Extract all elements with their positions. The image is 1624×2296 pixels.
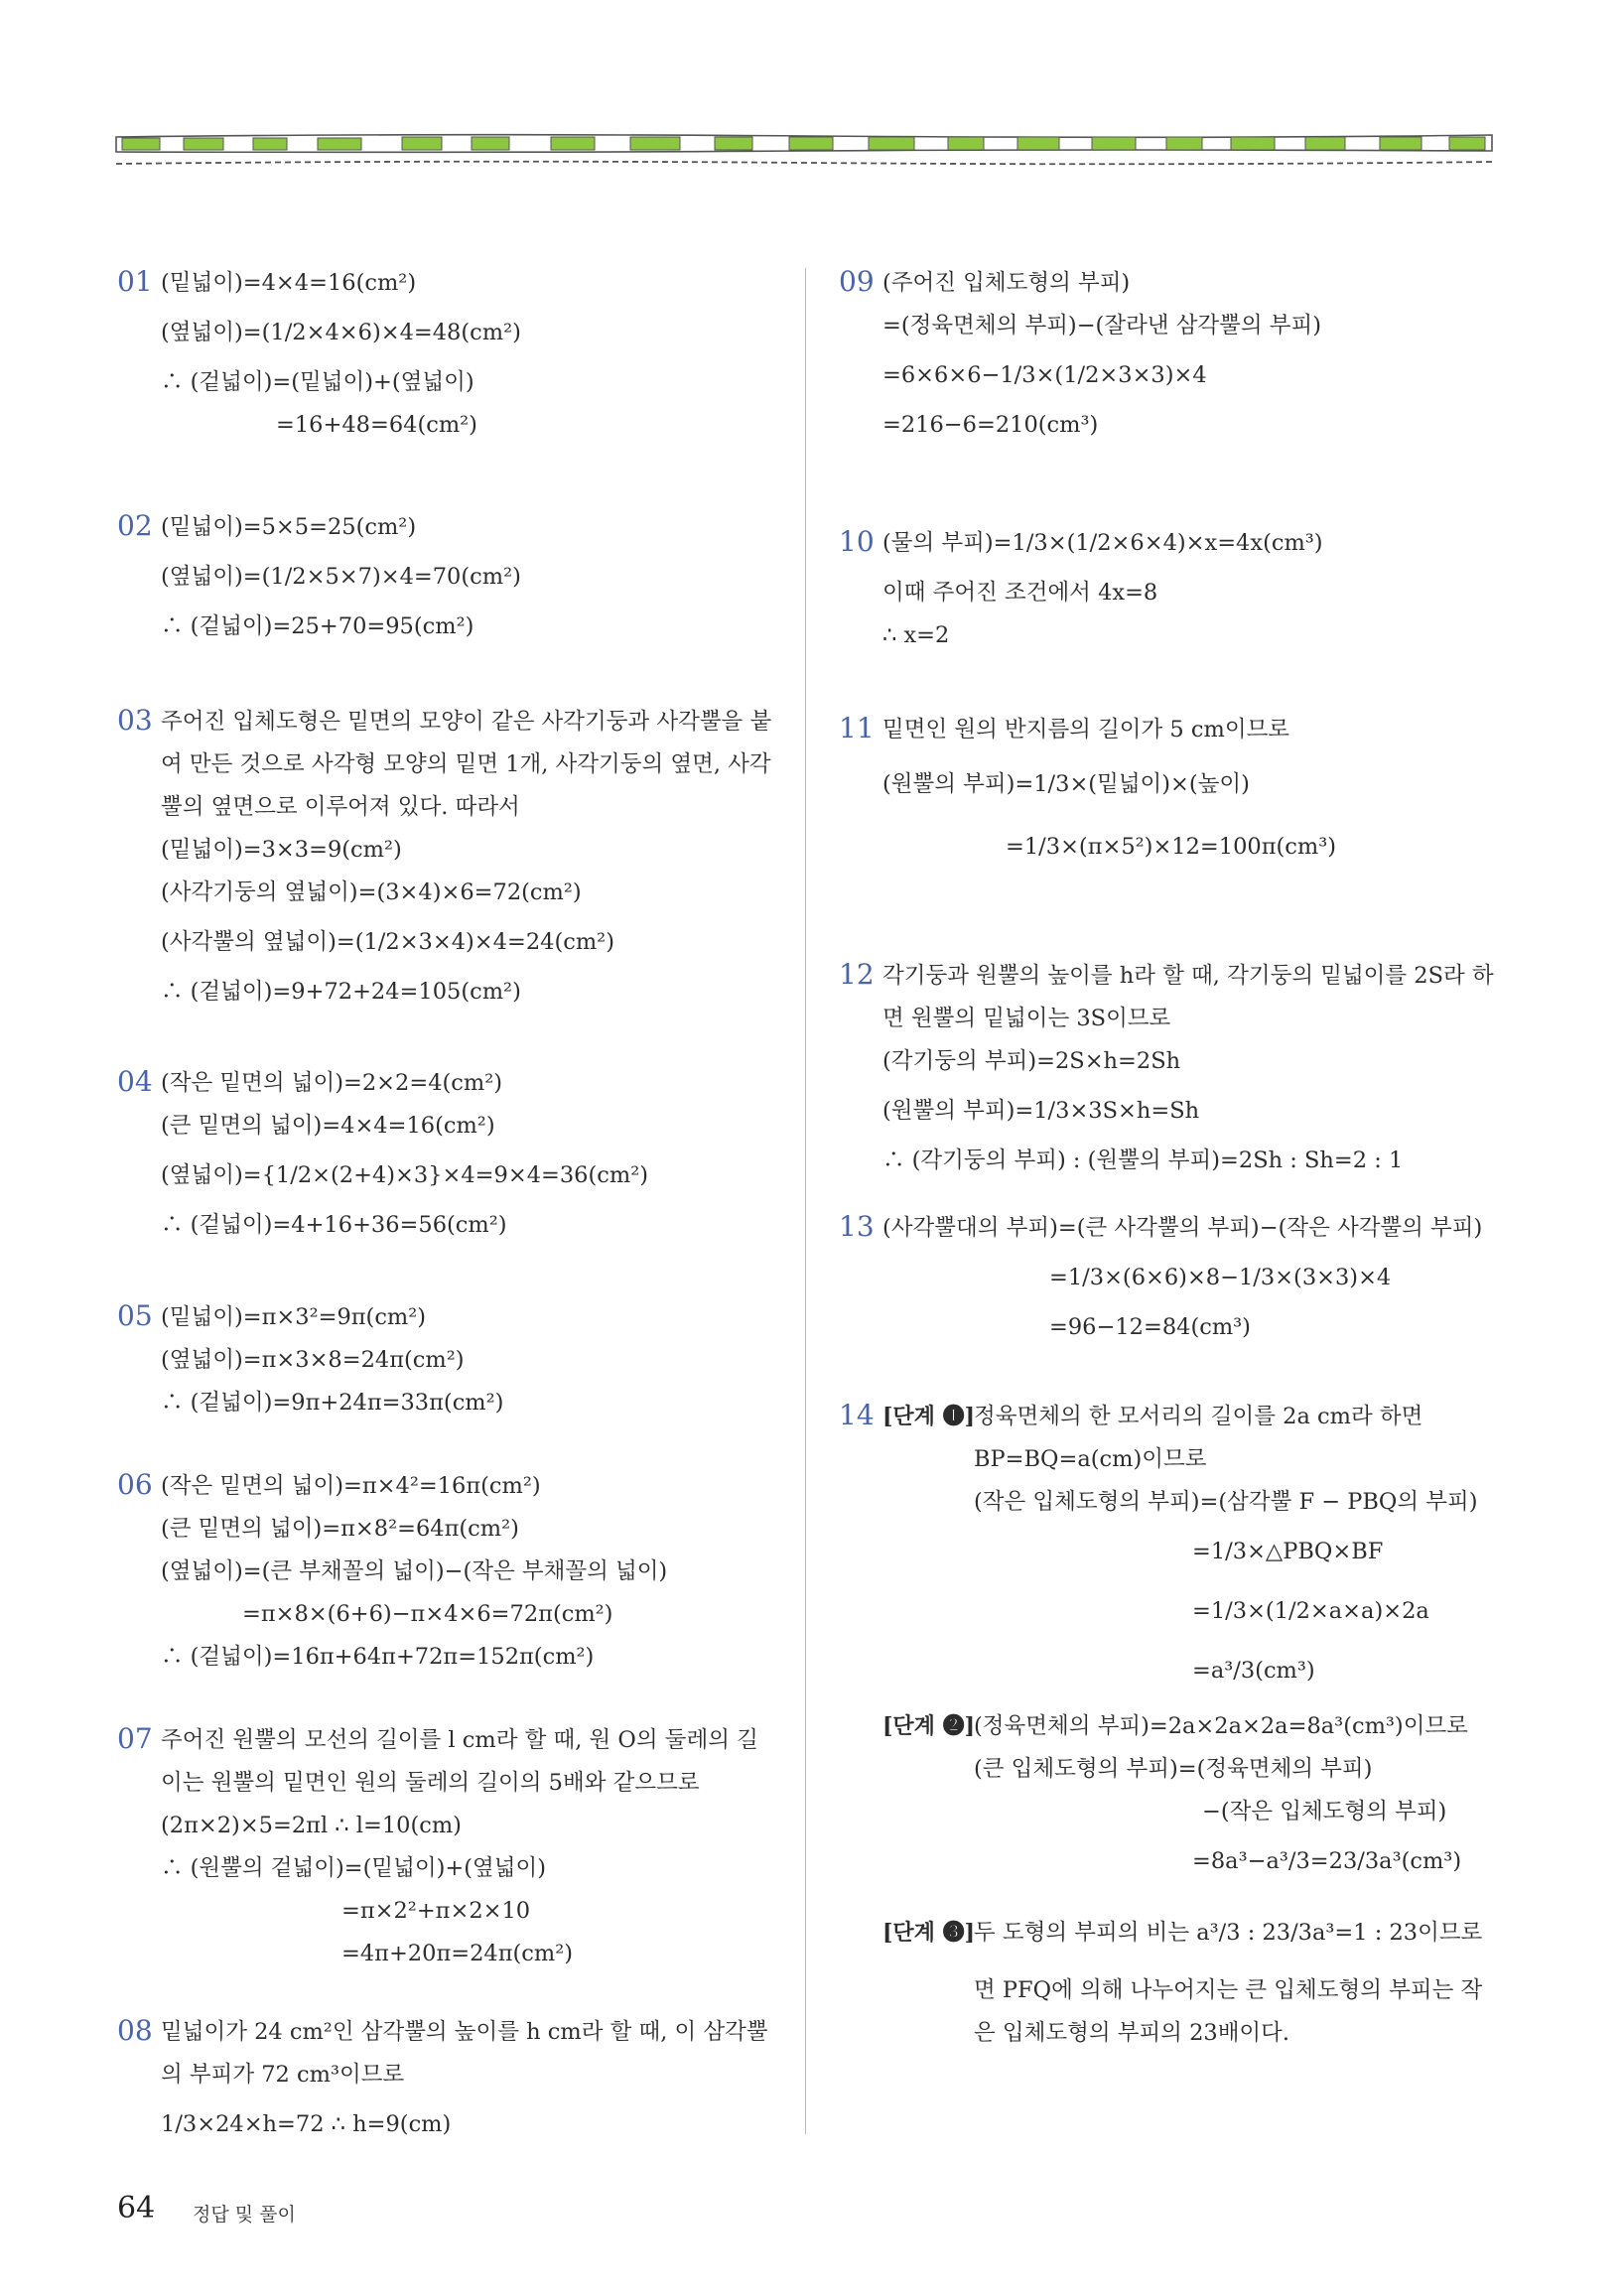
solution-line: =1/3×(6×6)×8−1/3×(3×3)×4	[1049, 1265, 1392, 1290]
page-label: 정답 및 풀이	[193, 2204, 296, 2226]
solution-line: (큰 밑면의 넓이)=4×4=16(cm²)	[161, 1113, 495, 1139]
solution-line: 밑넓이가 24 cm²인 삼각뿔의 높이를 h cm라 할 때, 이 삼각뿔	[161, 2019, 768, 2045]
solution-line: (물의 부피)=1/3×(1/2×6×4)×x=4x(cm³)	[882, 530, 1323, 556]
solution-line: (옆넓이)=(1/2×5×7)×4=70(cm²)	[161, 564, 521, 590]
solution-line: 면 PFQ에 의해 나누어지는 큰 입체도형의 부피는 작	[974, 1977, 1483, 2003]
problem-number: 04	[117, 1065, 153, 1098]
solution-line: ∴ (겉넓이)=4+16+36=56(cm²)	[161, 1212, 507, 1238]
solution-line: =216−6=210(cm³)	[882, 412, 1099, 438]
solution-line: (원뿔의 부피)=1/3×3S×h=Sh	[882, 1098, 1200, 1124]
solution-line: =π×8×(6+6)−π×4×6=72π(cm²)	[242, 1601, 613, 1627]
solution-line: =1/3×△PBQ×BF	[1192, 1539, 1384, 1564]
solution-line: 정육면체의 한 모서리의 길이를 2a cm라 하면	[974, 1404, 1423, 1429]
solution-line: ∴ x=2	[882, 622, 950, 648]
solution-line: =6×6×6−1/3×(1/2×3×3)×4	[882, 362, 1207, 388]
header-decoration	[114, 127, 1494, 173]
solution-line: (주어진 입체도형의 부피)	[882, 270, 1131, 296]
problem-number: 11	[839, 712, 875, 744]
solution-line: (사각뿔의 옆넓이)=(1/2×3×4)×4=24(cm²)	[161, 929, 614, 955]
solution-line: 면 원뿔의 밑넓이는 3S이므로	[882, 1006, 1171, 1031]
problem-number: 14	[839, 1399, 875, 1431]
solution-line: (원뿔의 부피)=1/3×(밑넓이)×(높이)	[882, 771, 1250, 797]
solution-line: (밑넓이)=π×3²=9π(cm²)	[161, 1304, 427, 1330]
solution-line: 주어진 입체도형은 밑면의 모양이 같은 사각기둥과 사각뿔을 붙	[161, 709, 772, 735]
solution-line: ∴ (원뿔의 겉넓이)=(밑넓이)+(옆넓이)	[161, 1855, 546, 1881]
step-label: [단계 ❸]	[882, 1920, 975, 1946]
solution-line: 이때 주어진 조건에서 4x=8	[882, 580, 1158, 606]
column-divider	[805, 268, 806, 2134]
step-label: [단계 ❶]	[882, 1404, 975, 1429]
problem-number: 12	[839, 958, 875, 991]
problem-number: 13	[839, 1210, 875, 1243]
solution-line: (밑넓이)=5×5=25(cm²)	[161, 514, 417, 540]
solution-line: (작은 밑면의 넓이)=2×2=4(cm²)	[161, 1070, 503, 1096]
solution-line: 이는 원뿔의 밑면인 원의 둘레의 길이의 5배와 같으므로	[161, 1770, 700, 1796]
solution-line: (사각뿔대의 부피)=(큰 사각뿔의 부피)−(작은 사각뿔의 부피)	[882, 1215, 1483, 1241]
solution-line: 주어진 원뿔의 모선의 길이를 l cm라 할 때, 원 O의 둘레의 길	[161, 1727, 758, 1753]
solution-line: =π×2²+π×2×10	[341, 1898, 531, 1924]
solution-line: 밑면인 원의 반지름의 길이가 5 cm이므로	[882, 717, 1290, 743]
problem-number: 01	[117, 265, 153, 298]
solution-line: BP=BQ=a(cm)이므로	[974, 1446, 1207, 1472]
solution-line: (각기둥의 부피)=2S×h=2Sh	[882, 1048, 1181, 1074]
solution-line: (2π×2)×5=2πl ∴ l=10(cm)	[161, 1813, 462, 1838]
problem-number: 05	[117, 1299, 153, 1332]
solution-line: ∴ (겉넓이)=25+70=95(cm²)	[161, 613, 474, 639]
solution-line: (큰 입체도형의 부피)=(정육면체의 부피)	[974, 1756, 1373, 1782]
solution-line: (밑넓이)=3×3=9(cm²)	[161, 837, 402, 863]
problem-number: 09	[839, 265, 875, 298]
solution-line: (큰 밑면의 넓이)=π×8²=64π(cm²)	[161, 1516, 519, 1542]
solution-line: 여 만든 것으로 사각형 모양의 밑면 1개, 사각기둥의 옆면, 사각	[161, 751, 771, 777]
page-number: 64	[117, 2191, 156, 2226]
solution-line: (옆넓이)=(1/2×4×6)×4=48(cm²)	[161, 320, 521, 345]
solution-line: (옆넓이)=(큰 부채꼴의 넓이)−(작은 부채꼴의 넓이)	[161, 1558, 668, 1584]
solution-line: (옆넓이)=π×3×8=24π(cm²)	[161, 1347, 465, 1373]
problem-number: 10	[839, 525, 875, 558]
step-label: [단계 ❷]	[882, 1713, 975, 1739]
solution-line: (작은 밑면의 넓이)=π×4²=16π(cm²)	[161, 1473, 541, 1499]
solution-line: 각기둥과 원뿔의 높이를 h라 할 때, 각기둥의 밑넓이를 2S라 하	[882, 963, 1494, 989]
solution-line: 두 도형의 부피의 비는 a³/3 : 23/3a³=1 : 23이므로	[974, 1920, 1483, 1946]
problem-number: 02	[117, 509, 153, 542]
solution-line: (작은 입체도형의 부피)=(삼각뿔 F − PBQ의 부피)	[974, 1489, 1478, 1515]
solution-line: =a³/3(cm³)	[1192, 1658, 1315, 1684]
solution-line: =4π+20π=24π(cm²)	[341, 1941, 574, 1966]
solution-line: (밑넓이)=4×4=16(cm²)	[161, 270, 417, 296]
solution-line: ∴ (겉넓이)=9π+24π=33π(cm²)	[161, 1390, 504, 1416]
problem-number: 07	[117, 1722, 153, 1755]
solution-line: ∴ (겉넓이)=16π+64π+72π=152π(cm²)	[161, 1644, 595, 1670]
solution-line: 은 입체도형의 부피의 23배이다.	[974, 2020, 1290, 2046]
problem-number: 06	[117, 1468, 153, 1501]
solution-line: (옆넓이)={1/2×(2+4)×3}×4=9×4=36(cm²)	[161, 1162, 649, 1188]
solution-line: =1/3×(π×5²)×12=100π(cm³)	[1006, 834, 1337, 860]
solution-line: (정육면체의 부피)=2a×2a×2a=8a³(cm³)이므로	[974, 1713, 1468, 1739]
solution-line: 의 부피가 72 cm³이므로	[161, 2062, 405, 2088]
solution-line: ∴ (각기둥의 부피) : (원뿔의 부피)=2Sh : Sh=2 : 1	[882, 1148, 1404, 1173]
solution-line: −(작은 입체도형의 부피)	[1202, 1799, 1447, 1824]
solution-line: 1/3×24×h=72 ∴ h=9(cm)	[161, 2111, 452, 2137]
solution-line: =1/3×(1/2×a×a)×2a	[1192, 1598, 1429, 1624]
solution-line: =96−12=84(cm³)	[1049, 1314, 1251, 1340]
solution-line: =8a³−a³/3=23/3a³(cm³)	[1192, 1848, 1462, 1874]
problem-number: 08	[117, 2014, 153, 2047]
solution-line: (사각기둥의 옆넓이)=(3×4)×6=72(cm²)	[161, 879, 582, 905]
problem-number: 03	[117, 704, 153, 737]
solution-line: ∴ (겉넓이)=9+72+24=105(cm²)	[161, 979, 521, 1005]
solution-line: =16+48=64(cm²)	[276, 412, 477, 438]
solution-line: =(정육면체의 부피)−(잘라낸 삼각뿔의 부피)	[882, 313, 1322, 338]
solution-line: 뿔의 옆면으로 이루어져 있다. 따라서	[161, 794, 520, 820]
solution-line: ∴ (겉넓이)=(밑넓이)+(옆넓이)	[161, 369, 474, 395]
